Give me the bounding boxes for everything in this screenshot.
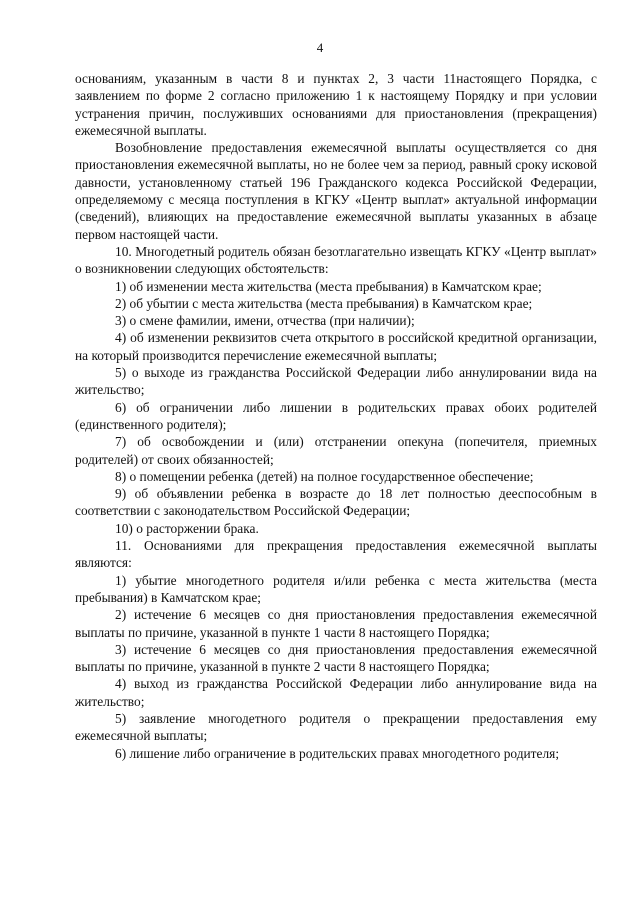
list-item: 5) о выходе из гражданства Российской Федерации либо аннулировании вида на жительство; <box>75 365 597 398</box>
document-body <box>75 70 597 762</box>
section-11-heading: 11. Основаниями для прекращения предоставления ежемесячной выплаты являются: <box>75 538 597 571</box>
list-item: 7) об освобождении и (или) отстранении опекуна (попечителя, приемных родителей) от своих обязанностей; <box>75 434 597 467</box>
list-item: 2) истечение 6 месяцев со дня приостановления предоставления ежемесячной выплаты по причине, указанной в пункте 1 части 8 настоящего Порядка; <box>75 607 597 640</box>
list-item: 1) убытие многодетного родителя и/или ребенка с места жительства (места пребывания) в Камчатском крае; <box>75 572 597 605</box>
paragraph: основаниям, указанным в части 8 и пунктах 2, 3 части 11настоящего Порядка, с заявлением по форме 2 согласно приложению 1 к настоящему Порядку и при условии устранения причин, послуживших основаниями для приостановления (прекращения) ежемесячной выплаты. <box>75 71 597 138</box>
list-item: 5) заявление многодетного родителя о прекращении предоставления ему ежемесячной выплаты; <box>75 710 597 744</box>
list-item: 2) об убытии с места жительства (места пребывания) в Камчатском крае; <box>115 295 533 311</box>
list-item: 9) об объявлении ребенка в возрасте до 18 лет полностью дееспособным в соответствии с законодательством Российской Федерации; <box>75 486 597 519</box>
list-item: 8) о помещении ребенка (детей) на полное государственное обеспечение; <box>115 468 534 484</box>
list-item: 4) об изменении реквизитов счета открытого в российской кредитной организации, на который производится перечисление ежемесячной выплаты; <box>75 330 597 363</box>
list-item: 3) истечение 6 месяцев со дня приостановления предоставления ежемесячной выплаты по причине, указанной в пункте 2 части 8 настоящего Порядка; <box>75 641 597 675</box>
list-item: 10) о расторжении брака. <box>115 520 259 536</box>
list-item: 6) лишение либо ограничение в родительских правах многодетного родителя; <box>115 745 560 761</box>
list-item: 4) выход из гражданства Российской Федерации либо аннулирование вида на жительство; <box>75 676 597 709</box>
list-item: 6) об ограничении либо лишении в родительских правах обоих родителей (единственного родителя); <box>75 399 597 432</box>
paragraph: Возобновление предоставления ежемесячной выплаты осуществляется со дня приостановления ежемесячной выплаты, но не более чем за период, равный сроку исковой давности, установленному статьей 196 Гражданского кодекса Российской Федерации, определяемому с месяца поступления в КГКУ «Центр выплат» актуальной информации (сведений), влияющих на предоставление ежемесячной выплаты указанных в абзаце первом настоящей части. <box>75 140 597 242</box>
section-10-heading: 10. Многодетный родитель обязан безотлагательно извещать КГКУ «Центр выплат» о возникновении следующих обстоятельств: <box>75 243 597 277</box>
list-item: 3) о смене фамилии, имени, отчества (при наличии); <box>115 313 415 329</box>
page-number: 4 <box>316 40 324 55</box>
list-item: 1) об изменении места жительства (места пребывания) в Камчатском крае; <box>115 278 542 294</box>
